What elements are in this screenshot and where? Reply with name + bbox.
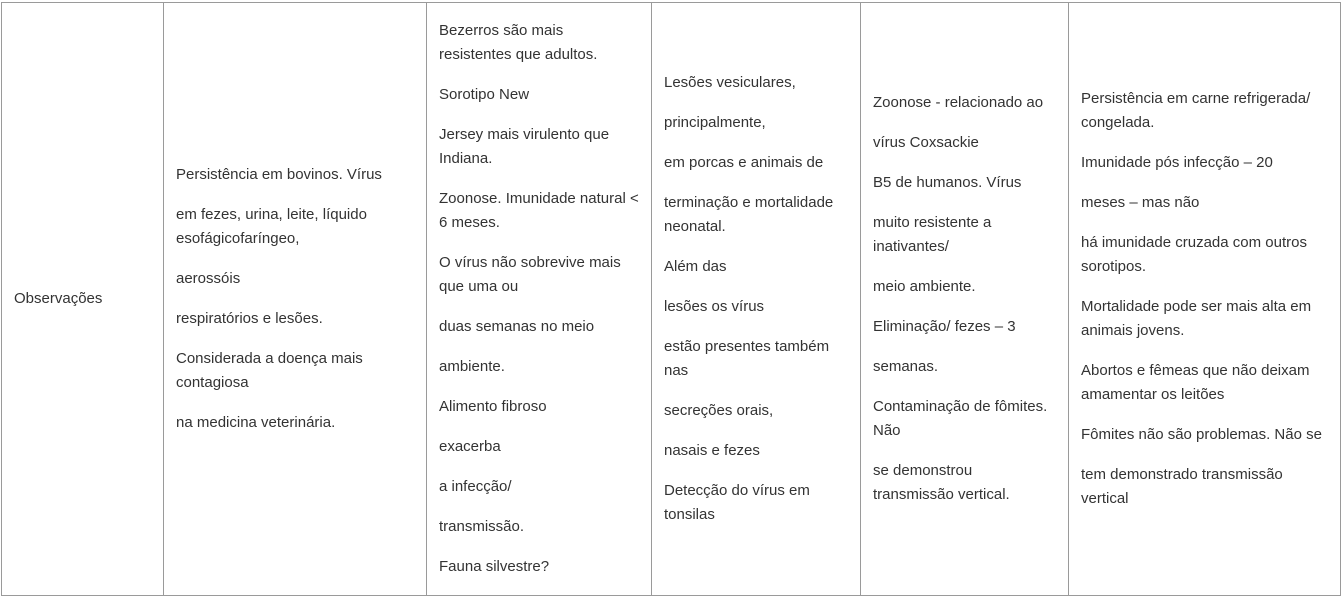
note-text: se demonstrou transmissão vertical.: [873, 462, 1010, 503]
note-text: na medicina veterinária.: [176, 414, 336, 431]
note-text: Lesões vesiculares,: [664, 74, 796, 91]
note-text: Bezerros são mais resistentes que adultos.: [439, 22, 598, 63]
note-text: Contaminação de fômites. Não: [873, 398, 1048, 439]
note-text: Fômites não são problemas. Não se: [1081, 426, 1322, 443]
row-label: Observações: [14, 290, 103, 307]
note-text: O vírus não sobrevive mais que uma ou: [439, 254, 621, 295]
note-text: muito resistente a inativantes/: [873, 214, 992, 255]
note-text: Alimento fibroso: [439, 398, 547, 415]
disease-notes-cell-1: [164, 3, 427, 596]
note-text: meses – mas não: [1081, 194, 1200, 211]
note-text: transmissão.: [439, 518, 525, 535]
note-text: em porcas e animais de: [664, 154, 824, 171]
note-text: Mortalidade pode ser mais alta em animais jovens.: [1081, 298, 1312, 339]
note-text: tem demonstrado transmissão vertical: [1081, 466, 1283, 507]
note-text: a infecção/: [439, 478, 512, 495]
disease-notes-cell-3: [652, 3, 861, 596]
note-text: Além das: [664, 258, 727, 275]
disease-notes-cell-2: [427, 3, 652, 596]
note-text: B5 de humanos. Vírus: [873, 174, 1022, 191]
note-text: Jersey mais virulento que Indiana.: [439, 126, 610, 167]
note-text: ambiente.: [439, 358, 505, 375]
note-text: terminação e mortalidade neonatal.: [664, 194, 834, 235]
note-text: estão presentes também nas: [664, 338, 830, 379]
disease-notes-cell-4: [861, 3, 1069, 596]
note-text: Persistência em carne refrigerada/ congelada.: [1081, 90, 1311, 131]
observations-table: [1, 2, 1341, 596]
note-text: meio ambiente.: [873, 278, 976, 295]
note-text: Sorotipo New: [439, 86, 530, 103]
note-text: secreções orais,: [664, 402, 774, 419]
note-text: lesões os vírus: [664, 298, 765, 315]
note-text: Imunidade pós infecção – 20: [1081, 154, 1273, 171]
note-text: em fezes, urina, leite, líquido esofágicofaríngeo,: [176, 206, 367, 247]
note-text: Persistência em bovinos. Vírus: [176, 166, 382, 183]
note-text: Zoonose. Imunidade natural < 6 meses.: [439, 190, 639, 231]
note-text: semanas.: [873, 358, 939, 375]
note-text: exacerba: [439, 438, 501, 455]
note-text: nasais e fezes: [664, 442, 760, 459]
note-text: Abortos e fêmeas que não deixam amamentar os leitões: [1081, 362, 1310, 403]
note-text: Detecção do vírus em tonsilas: [664, 482, 810, 523]
note-text: há imunidade cruzada com outros sorotipos.: [1081, 234, 1307, 275]
note-text: Eliminação/ fezes – 3: [873, 318, 1016, 335]
note-text: Zoonose - relacionado ao: [873, 94, 1044, 111]
disease-notes-cell-5: [1069, 3, 1341, 596]
note-text: duas semanas no meio: [439, 318, 595, 335]
note-text: vírus Coxsackie: [873, 134, 979, 151]
note-text: Considerada a doença mais contagiosa: [176, 350, 363, 391]
note-text: Fauna silvestre?: [439, 558, 550, 575]
note-text: respiratórios e lesões.: [176, 310, 323, 327]
table-row: [2, 3, 1341, 596]
note-text: principalmente,: [664, 114, 766, 131]
row-label-cell: [2, 3, 164, 596]
note-text: aerossóis: [176, 270, 241, 287]
